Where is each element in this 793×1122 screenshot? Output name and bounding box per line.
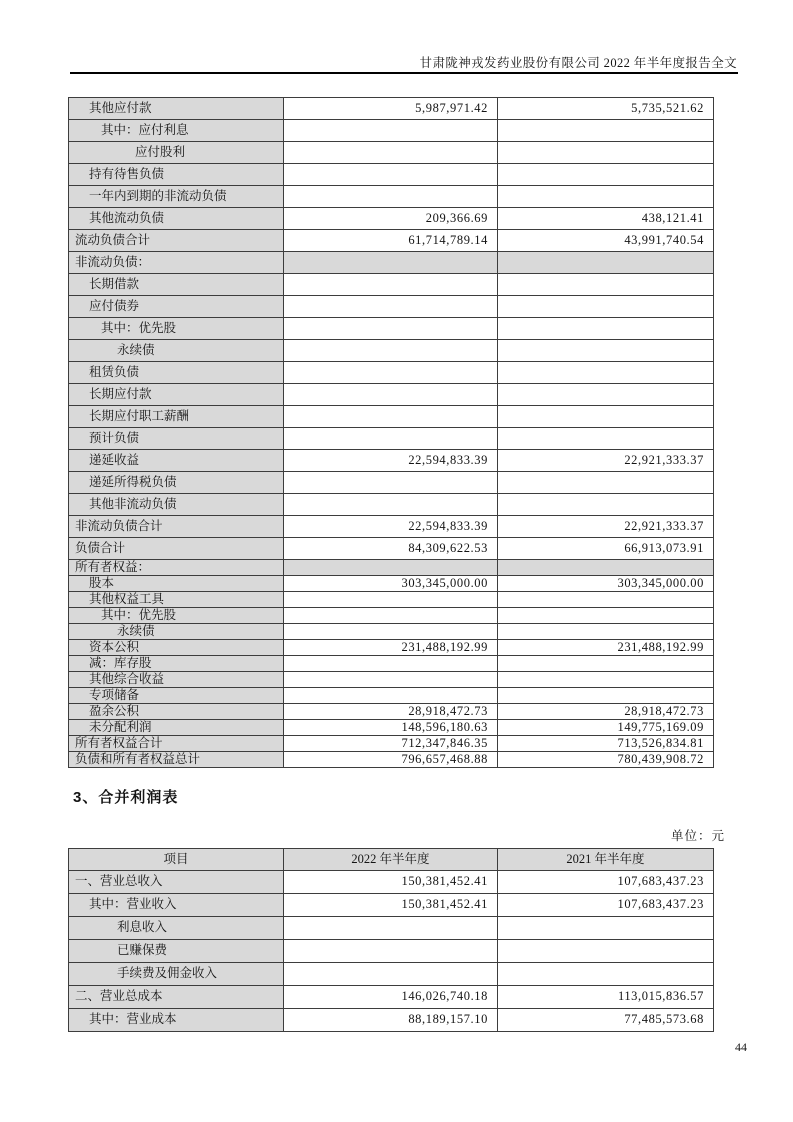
table-row bbox=[69, 963, 714, 986]
table-row bbox=[69, 296, 714, 318]
value-prior-period: 66,913,073.91 bbox=[498, 538, 714, 560]
row-label: 其中：营业成本 bbox=[69, 1009, 284, 1032]
row-label: 长期借款 bbox=[69, 274, 284, 296]
row-label: 其中：优先股 bbox=[69, 318, 284, 340]
table-row bbox=[69, 871, 714, 894]
table-row bbox=[69, 752, 714, 768]
value-current-period: 22,594,833.39 bbox=[284, 450, 498, 472]
row-label: 其他非流动负债 bbox=[69, 494, 284, 516]
row-label: 专项储备 bbox=[69, 688, 284, 704]
row-label: 递延收益 bbox=[69, 450, 284, 472]
value-current-period bbox=[284, 120, 498, 142]
value-current-period bbox=[284, 296, 498, 318]
row-label: 预计负债 bbox=[69, 428, 284, 450]
table-row bbox=[69, 1009, 714, 1032]
table-row bbox=[69, 640, 714, 656]
value-current-period bbox=[284, 186, 498, 208]
value-prior-period bbox=[498, 494, 714, 516]
value-current-period: 209,366.69 bbox=[284, 208, 498, 230]
row-label: 手续费及佣金收入 bbox=[69, 963, 284, 986]
table-row bbox=[69, 986, 714, 1009]
table-row bbox=[69, 428, 714, 450]
value-current-period bbox=[284, 940, 498, 963]
value-current-period: 796,657,468.88 bbox=[284, 752, 498, 768]
value-current-period bbox=[284, 917, 498, 940]
value-current-period bbox=[284, 672, 498, 688]
table-row bbox=[69, 472, 714, 494]
value-current-period bbox=[284, 688, 498, 704]
value-prior-period: 77,485,573.68 bbox=[498, 1009, 714, 1032]
income-column-2021: 2021 年半年度 bbox=[498, 849, 714, 871]
value-prior-period bbox=[498, 318, 714, 340]
value-prior-period bbox=[498, 296, 714, 318]
row-label: 盈余公积 bbox=[69, 704, 284, 720]
table-row bbox=[69, 362, 714, 384]
value-current-period: 61,714,789.14 bbox=[284, 230, 498, 252]
value-current-period bbox=[284, 318, 498, 340]
value-prior-period bbox=[498, 164, 714, 186]
value-prior-period bbox=[498, 340, 714, 362]
row-label: 资本公积 bbox=[69, 640, 284, 656]
row-label: 永续债 bbox=[69, 340, 284, 362]
value-prior-period: 43,991,740.54 bbox=[498, 230, 714, 252]
value-current-period bbox=[284, 362, 498, 384]
row-label: 非流动负债合计 bbox=[69, 516, 284, 538]
table-row bbox=[69, 560, 714, 576]
row-label: 已赚保费 bbox=[69, 940, 284, 963]
value-prior-period: 22,921,333.37 bbox=[498, 516, 714, 538]
value-prior-period bbox=[498, 963, 714, 986]
report-header-title: 甘肃陇神戎发药业股份有限公司 2022 年半年度报告全文 bbox=[419, 56, 737, 70]
value-prior-period bbox=[498, 592, 714, 608]
table-row bbox=[69, 208, 714, 230]
table-row bbox=[69, 164, 714, 186]
value-prior-period: 22,921,333.37 bbox=[498, 450, 714, 472]
value-prior-period bbox=[498, 917, 714, 940]
value-prior-period: 113,015,836.57 bbox=[498, 986, 714, 1009]
value-current-period bbox=[284, 252, 498, 274]
balance-sheet-table bbox=[68, 97, 714, 768]
table-row bbox=[69, 592, 714, 608]
value-prior-period bbox=[498, 656, 714, 672]
value-current-period bbox=[284, 340, 498, 362]
table-row bbox=[69, 252, 714, 274]
row-label: 利息收入 bbox=[69, 917, 284, 940]
value-current-period bbox=[284, 384, 498, 406]
row-label: 长期应付职工薪酬 bbox=[69, 406, 284, 428]
table-row bbox=[69, 736, 714, 752]
income-statement-rows bbox=[69, 871, 714, 1032]
row-label: 其中：营业收入 bbox=[69, 894, 284, 917]
table-row bbox=[69, 406, 714, 428]
row-label: 股本 bbox=[69, 576, 284, 592]
row-label: 负债和所有者权益总计 bbox=[69, 752, 284, 768]
income-header-row bbox=[69, 849, 714, 871]
section-heading: 3、合并利润表 bbox=[73, 789, 179, 806]
table-row bbox=[69, 98, 714, 120]
value-prior-period: 5,735,521.62 bbox=[498, 98, 714, 120]
row-label: 未分配利润 bbox=[69, 720, 284, 736]
value-prior-period bbox=[498, 252, 714, 274]
value-prior-period bbox=[498, 472, 714, 494]
table-row bbox=[69, 894, 714, 917]
value-prior-period bbox=[498, 560, 714, 576]
row-label: 应付债券 bbox=[69, 296, 284, 318]
table-row bbox=[69, 142, 714, 164]
row-label: 永续债 bbox=[69, 624, 284, 640]
table-row bbox=[69, 384, 714, 406]
value-prior-period bbox=[498, 142, 714, 164]
value-current-period: 231,488,192.99 bbox=[284, 640, 498, 656]
value-prior-period: 780,439,908.72 bbox=[498, 752, 714, 768]
value-current-period bbox=[284, 592, 498, 608]
value-current-period bbox=[284, 656, 498, 672]
row-label: 二、营业总成本 bbox=[69, 986, 284, 1009]
value-current-period: 712,347,846.35 bbox=[284, 736, 498, 752]
value-current-period bbox=[284, 472, 498, 494]
income-column-2022: 2022 年半年度 bbox=[284, 849, 498, 871]
value-prior-period: 438,121.41 bbox=[498, 208, 714, 230]
value-prior-period: 713,526,834.81 bbox=[498, 736, 714, 752]
table-row bbox=[69, 494, 714, 516]
row-label: 流动负债合计 bbox=[69, 230, 284, 252]
row-label: 非流动负债： bbox=[69, 252, 284, 274]
value-prior-period bbox=[498, 362, 714, 384]
value-current-period: 84,309,622.53 bbox=[284, 538, 498, 560]
value-prior-period bbox=[498, 274, 714, 296]
value-current-period bbox=[284, 624, 498, 640]
row-label: 其他权益工具 bbox=[69, 592, 284, 608]
table-row bbox=[69, 688, 714, 704]
value-prior-period bbox=[498, 608, 714, 624]
value-current-period: 303,345,000.00 bbox=[284, 576, 498, 592]
unit-label: 单位：元 bbox=[670, 829, 725, 843]
table-row bbox=[69, 318, 714, 340]
value-current-period bbox=[284, 494, 498, 516]
value-current-period: 88,189,157.10 bbox=[284, 1009, 498, 1032]
income-statement-table bbox=[68, 848, 714, 1032]
table-row bbox=[69, 230, 714, 252]
table-row bbox=[69, 608, 714, 624]
table-row bbox=[69, 186, 714, 208]
row-label: 负债合计 bbox=[69, 538, 284, 560]
value-current-period bbox=[284, 560, 498, 576]
table-row bbox=[69, 538, 714, 560]
balance-sheet-rows bbox=[69, 98, 714, 768]
row-label: 应付股利 bbox=[69, 142, 284, 164]
row-label: 其中：应付利息 bbox=[69, 120, 284, 142]
table-row bbox=[69, 516, 714, 538]
value-current-period bbox=[284, 608, 498, 624]
value-current-period: 148,596,180.63 bbox=[284, 720, 498, 736]
value-prior-period: 231,488,192.99 bbox=[498, 640, 714, 656]
value-current-period bbox=[284, 142, 498, 164]
row-label: 租赁负债 bbox=[69, 362, 284, 384]
value-current-period bbox=[284, 428, 498, 450]
page-number: 44 bbox=[735, 1040, 747, 1054]
table-row bbox=[69, 450, 714, 472]
value-prior-period: 107,683,437.23 bbox=[498, 894, 714, 917]
value-prior-period bbox=[498, 624, 714, 640]
value-current-period bbox=[284, 406, 498, 428]
value-current-period: 5,987,971.42 bbox=[284, 98, 498, 120]
row-label: 减：库存股 bbox=[69, 656, 284, 672]
table-row bbox=[69, 576, 714, 592]
row-label: 其他综合收益 bbox=[69, 672, 284, 688]
table-row bbox=[69, 624, 714, 640]
table-row bbox=[69, 672, 714, 688]
value-prior-period bbox=[498, 406, 714, 428]
value-current-period: 146,026,740.18 bbox=[284, 986, 498, 1009]
value-prior-period bbox=[498, 428, 714, 450]
value-prior-period: 149,775,169.09 bbox=[498, 720, 714, 736]
table-row bbox=[69, 917, 714, 940]
value-prior-period: 107,683,437.23 bbox=[498, 871, 714, 894]
row-label: 其中：优先股 bbox=[69, 608, 284, 624]
table-row bbox=[69, 720, 714, 736]
row-label: 长期应付款 bbox=[69, 384, 284, 406]
value-prior-period bbox=[498, 384, 714, 406]
value-current-period bbox=[284, 274, 498, 296]
row-label: 一年内到期的非流动负债 bbox=[69, 186, 284, 208]
row-label: 所有者权益合计 bbox=[69, 736, 284, 752]
value-current-period: 22,594,833.39 bbox=[284, 516, 498, 538]
row-label: 其他应付款 bbox=[69, 98, 284, 120]
value-prior-period bbox=[498, 940, 714, 963]
value-prior-period bbox=[498, 672, 714, 688]
value-current-period bbox=[284, 164, 498, 186]
value-prior-period: 28,918,472.73 bbox=[498, 704, 714, 720]
value-current-period: 150,381,452.41 bbox=[284, 894, 498, 917]
value-prior-period bbox=[498, 688, 714, 704]
row-label: 持有待售负债 bbox=[69, 164, 284, 186]
header-divider bbox=[70, 72, 738, 74]
value-current-period: 28,918,472.73 bbox=[284, 704, 498, 720]
table-row bbox=[69, 274, 714, 296]
table-row bbox=[69, 940, 714, 963]
table-row bbox=[69, 656, 714, 672]
value-prior-period: 303,345,000.00 bbox=[498, 576, 714, 592]
table-row bbox=[69, 120, 714, 142]
row-label: 所有者权益： bbox=[69, 560, 284, 576]
table-row bbox=[69, 704, 714, 720]
row-label: 其他流动负债 bbox=[69, 208, 284, 230]
value-current-period: 150,381,452.41 bbox=[284, 871, 498, 894]
income-column-item: 项目 bbox=[69, 849, 284, 871]
row-label: 递延所得税负债 bbox=[69, 472, 284, 494]
value-prior-period bbox=[498, 120, 714, 142]
value-current-period bbox=[284, 963, 498, 986]
table-row bbox=[69, 340, 714, 362]
row-label: 一、营业总收入 bbox=[69, 871, 284, 894]
value-prior-period bbox=[498, 186, 714, 208]
